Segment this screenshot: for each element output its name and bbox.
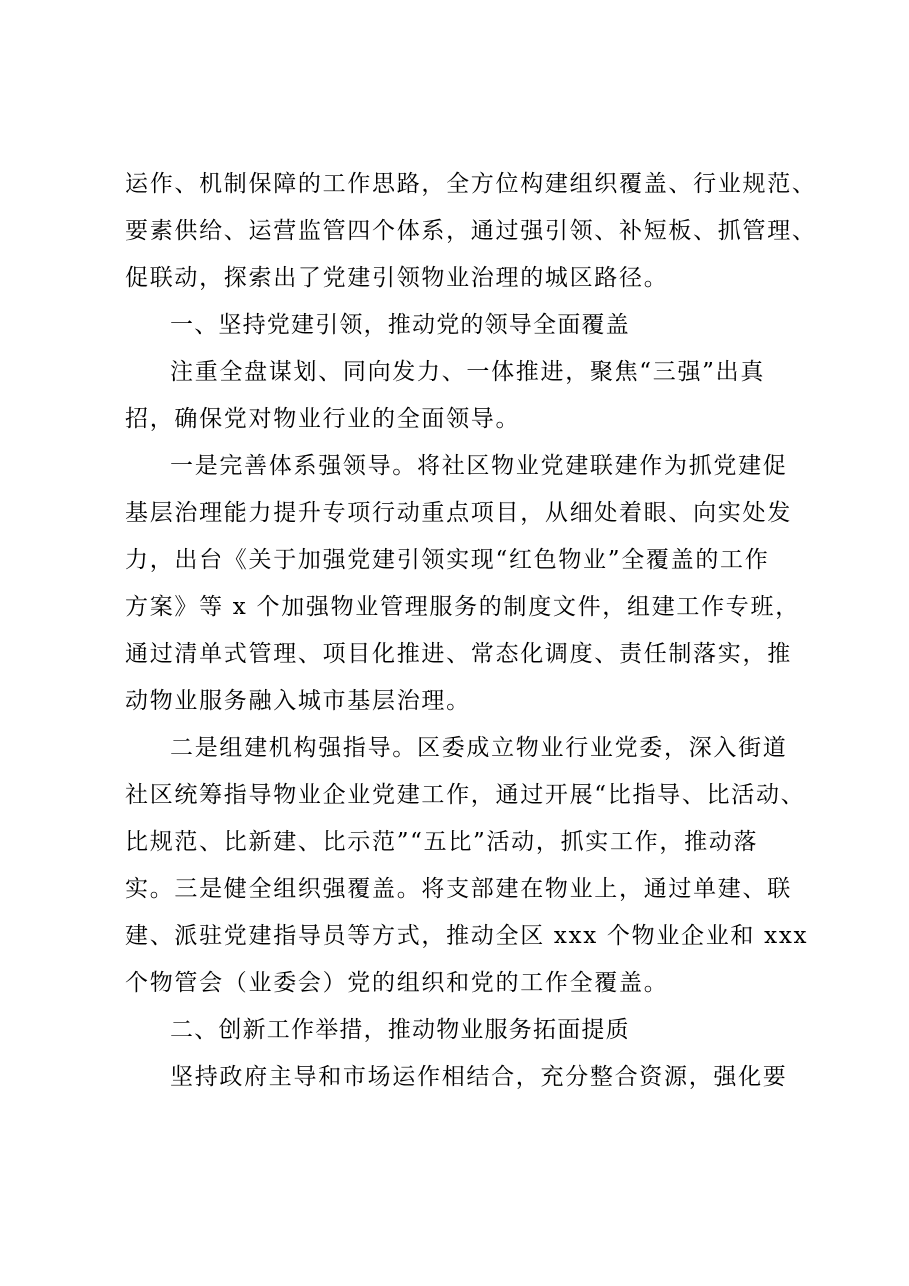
body-text-line: 招，确保党对物业行业的全面领导。	[125, 406, 521, 432]
body-text-line: 通过清单式管理、项目化推进、常态化调度、责任制落实，推	[125, 641, 792, 667]
body-text-line: 方案》等 x 个加强物业管理服务的制度文件，组建工作专班，	[125, 594, 800, 620]
body-text-line: 促联动，探索出了党建引领物业治理的城区路径。	[125, 265, 669, 291]
body-text-line: 比规范、比新建、比示范”“五比”活动，抓实工作，推动落	[125, 829, 759, 855]
body-text-line: 个物管会（业委会）党的组织和党的工作全覆盖。	[125, 970, 669, 996]
body-text-line: 社区统筹指导物业企业党建工作，通过开展“比指导、比活动、	[125, 782, 806, 808]
paragraph-first-line: 二是组建机构强指导。区委成立物业行业党委，深入街道	[170, 735, 788, 761]
body-text-line: 实。三是健全组织强覆盖。将支部建在物业上，通过单建、联	[125, 876, 792, 902]
body-text-line: 动物业服务融入城市基层治理。	[125, 688, 471, 714]
body-text-line: 建、派驻党建指导员等方式，推动全区 xxx 个物业企业和 xxx	[125, 923, 809, 949]
body-text-line: 基层治理能力提升专项行动重点项目，从细处着眼、向实处发	[125, 500, 792, 526]
body-text-line: 要素供给、运营监管四个体系，通过强引领、补短板、抓管理、	[125, 218, 817, 244]
paragraph-first-line: 坚持政府主导和市场运作相结合，充分整合资源，强化要	[170, 1064, 788, 1090]
paragraph-first-line: 注重全盘谋划、同向发力、一体推进，聚焦“三强”出真	[170, 359, 766, 385]
paragraph-first-line: 一是完善体系强领导。将社区物业党建联建作为抓党建促	[170, 453, 788, 479]
section-heading-1: 一、坚持党建引领，推动党的领导全面覆盖	[170, 312, 630, 338]
body-text-line: 运作、机制保障的工作思路，全方位构建组织覆盖、行业规范、	[125, 171, 817, 197]
section-heading-2: 二、创新工作举措，推动物业服务拓面提质	[170, 1017, 630, 1043]
body-text-line: 力，出台《关于加强党建引领实现“红色物业”全覆盖的工作	[125, 547, 770, 573]
